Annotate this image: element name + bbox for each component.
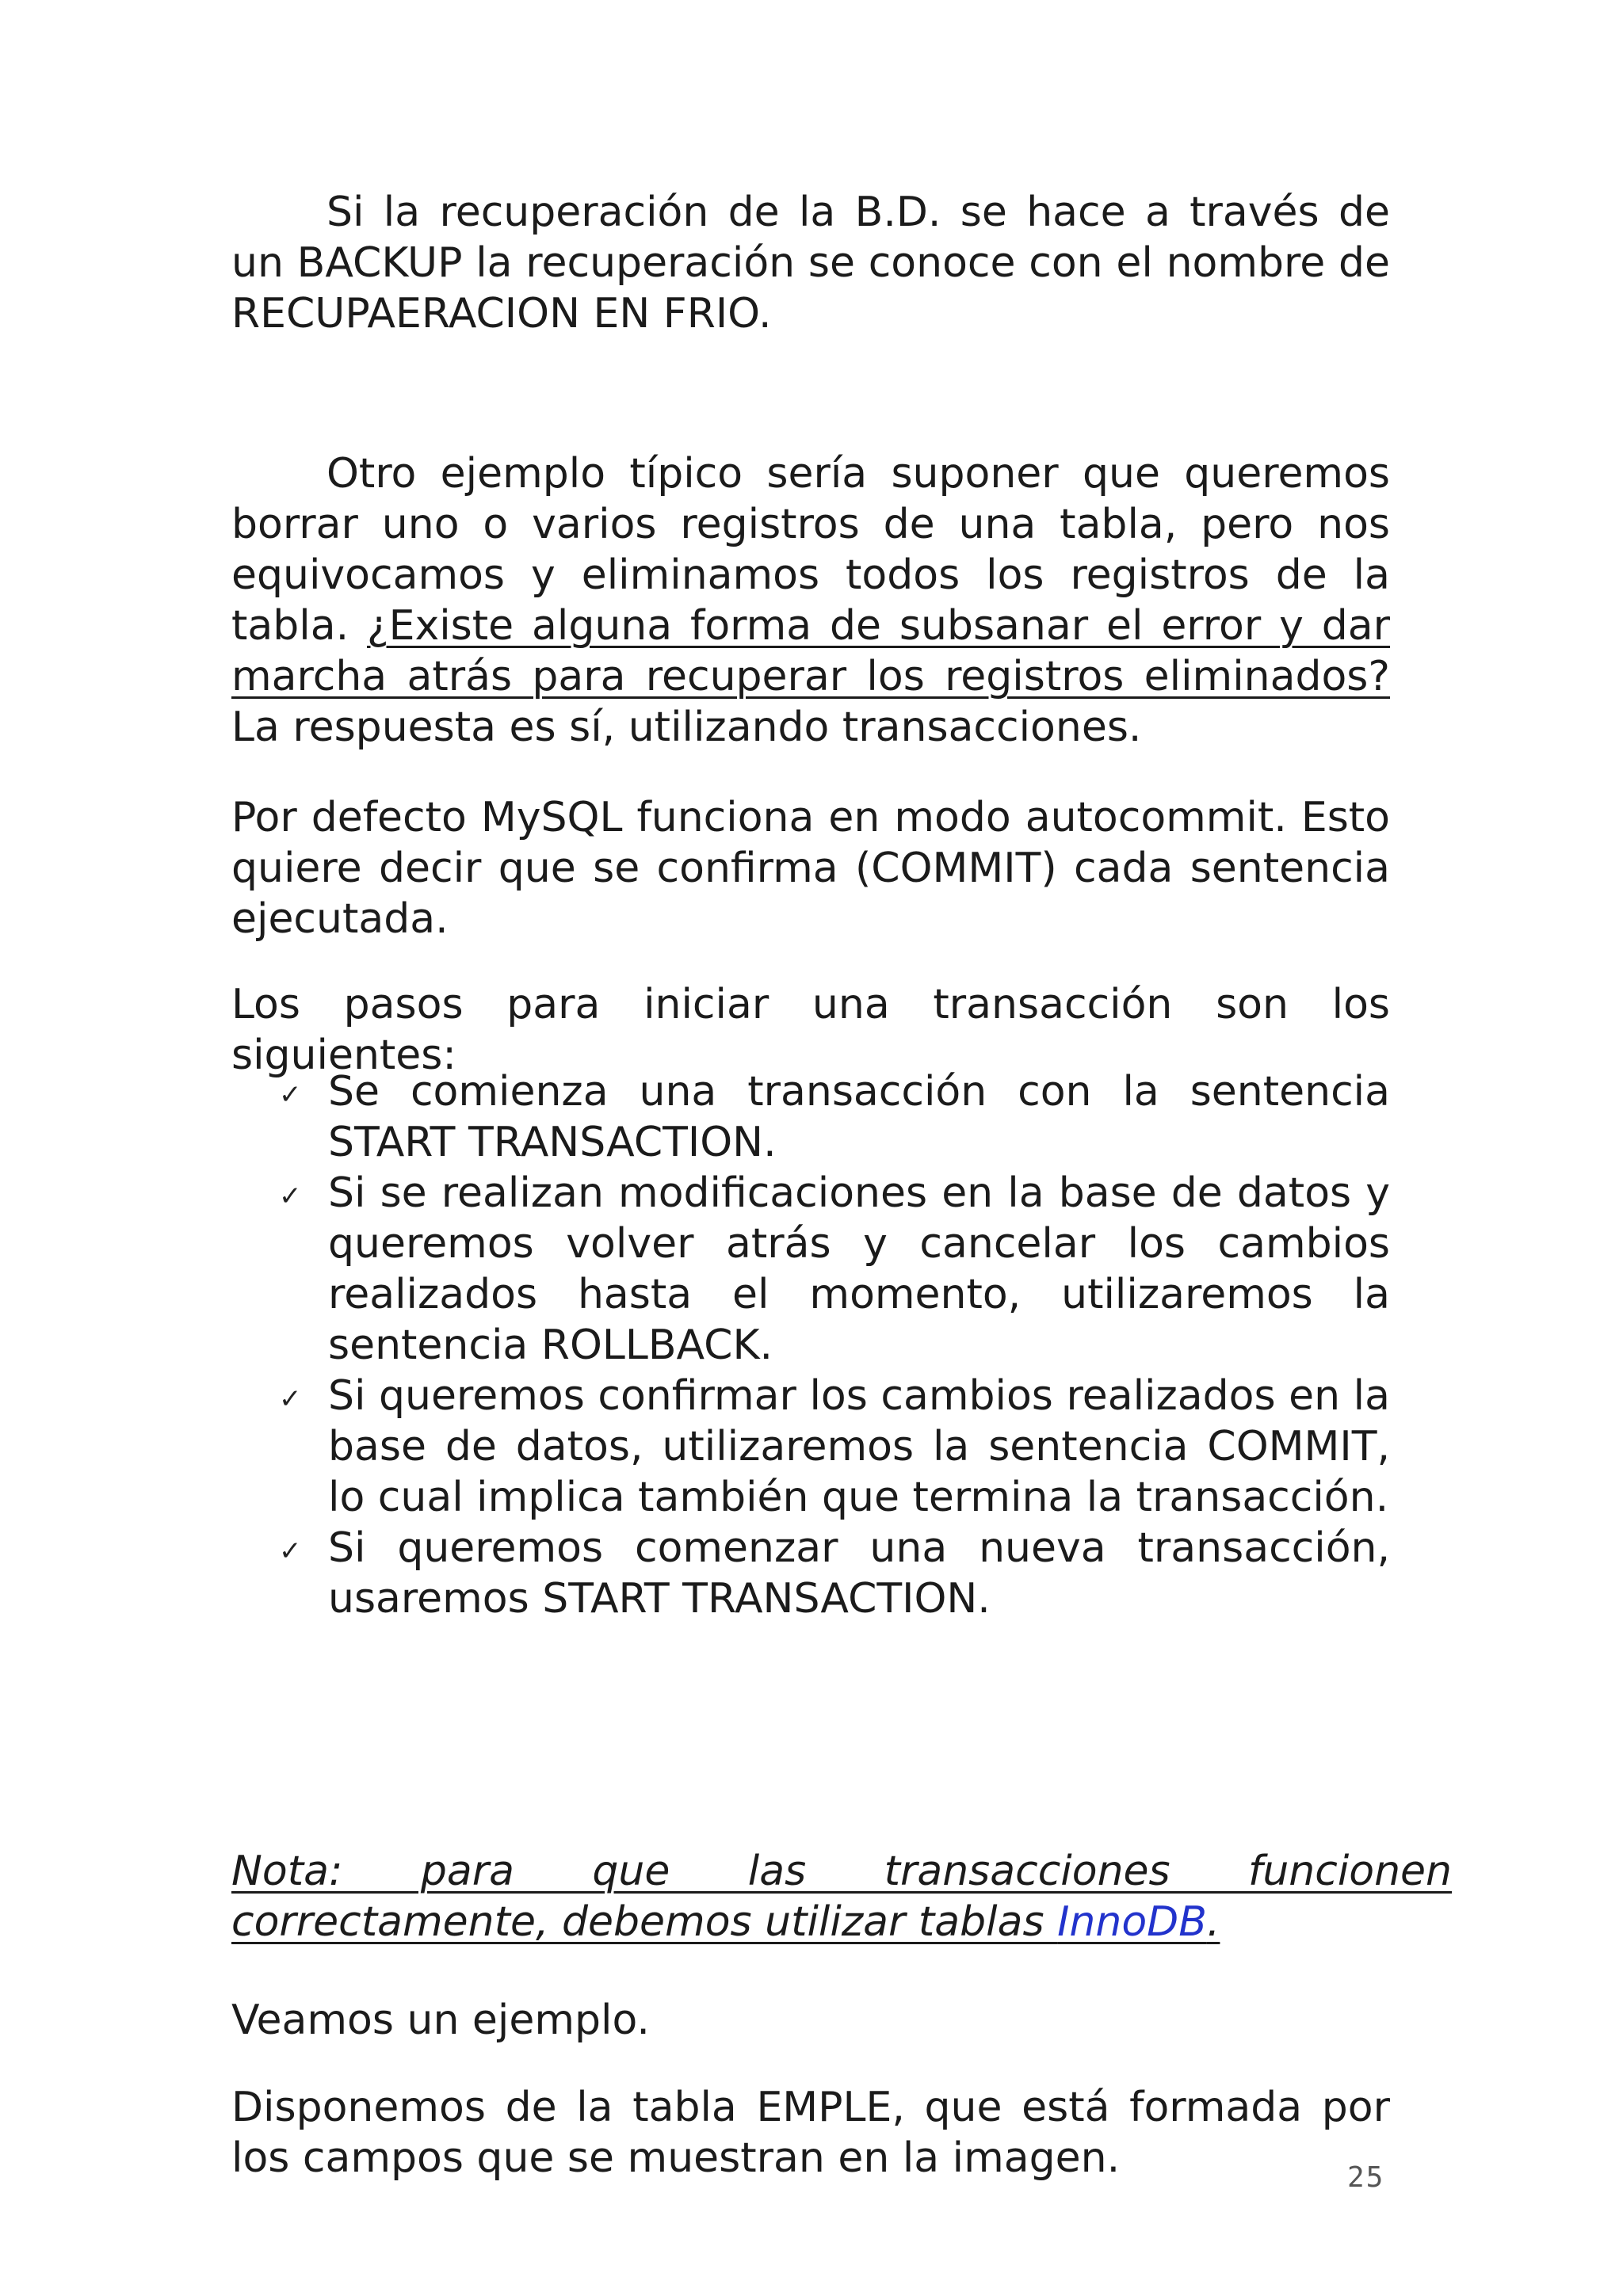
list-item-text: Si se realizan modificaciones en la base de datos y queremos volver atrás y cancelar los cambios realizados hasta el momento, utilizaremos la sentencia ROLLBACK.	[328, 1169, 1390, 1369]
paragraph-transaction-example-end: La respuesta es sí, utilizando transacciones.	[231, 704, 1142, 751]
paragraph-steps-intro: Los pasos para iniciar una transacción son los siguientes:	[231, 981, 1390, 1079]
transaction-steps-list	[231, 1066, 1390, 1624]
list-item-text: Si queremos confirmar los cambios realizados en la base de datos, utilizaremos la sentencia COMMIT, lo cual implica también que termina la transacción.	[328, 1372, 1390, 1521]
note-line-2-end: .	[1206, 1898, 1220, 1946]
paragraph-autocommit: Por defecto MySQL funciona en modo autocommit. Esto quiere decir que se confirma (COMMIT) cada sentencia ejecutada.	[231, 794, 1390, 943]
checkmark-icon: ✓	[279, 1079, 302, 1111]
note-line-2-text: correctamente, debemos utilizar tablas	[231, 1898, 1058, 1946]
checkmark-icon: ✓	[279, 1383, 302, 1415]
paragraph-transaction-example	[231, 448, 1390, 753]
list-item-text: Si queremos comenzar una nueva transacción, usaremos START TRANSACTION.	[328, 1524, 1390, 1623]
list-item	[231, 1168, 1390, 1371]
note-line-2	[231, 1898, 1220, 1946]
underlined-question: ¿Existe alguna forma de subsanar el error y dar marcha atrás para recuperar los registros eliminados?	[231, 602, 1391, 700]
paragraph-transaction-example-start: Otro ejemplo típico sería suponer que queremos borrar uno o varios registros de una tabla, pero nos equivocamos y eliminamos todos los registros de la tabla.	[231, 450, 1390, 650]
note-innodb	[231, 1846, 1452, 1947]
list-item	[231, 1066, 1390, 1168]
checkmark-icon: ✓	[279, 1180, 302, 1212]
note-line-1: Nota: para que las transacciones funcionen	[231, 1848, 1452, 1895]
page-number: 25	[1347, 2161, 1385, 2194]
innodb-link[interactable]: InnoDB	[1057, 1898, 1207, 1946]
list-item-text: Se comienza una transacción con la sentencia START TRANSACTION.	[328, 1068, 1390, 1166]
paragraph-backup-recovery: Si la recuperación de la B.D. se hace a través de un BACKUP la recuperación se conoce con el nombre de RECUPAERACION EN FRIO.	[231, 189, 1390, 338]
paragraph-emple-table: Disponemos de la tabla EMPLE, que está formada por los campos que se muestran en la imagen.	[231, 2084, 1390, 2182]
list-item	[231, 1523, 1390, 1624]
list-item	[231, 1371, 1390, 1523]
paragraph-example: Veamos un ejemplo.	[231, 1997, 650, 2044]
checkmark-icon: ✓	[279, 1535, 302, 1567]
